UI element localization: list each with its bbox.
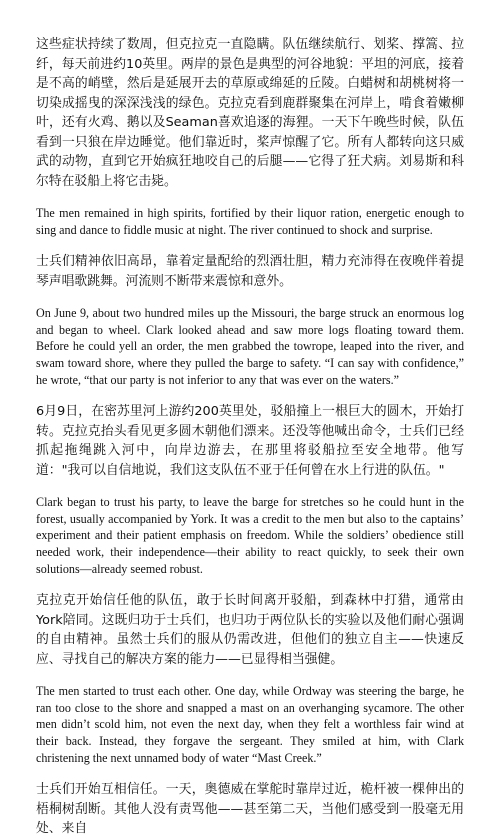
paragraph-zh-5: 士兵们开始互相信任。一天，奥德威在掌舵时靠岸过近，桅杆被一棵伸出的梧桐树刮断。其他人没有责骂他——甚至第二天，当他们感受到一股毫无用处、来自 — [36, 782, 464, 837]
paragraph-en-2: On June 9, about two hundred miles up the Missouri, the barge struck an enormous log and began to wheel. Clark looked ahead and saw more logs floating toward them. Before he could yell an order, the men grabbed the towrope, leaped into the river, and swam toward shore, where they pulled the barge to safety. “I can say with confidence,” he wrote, “that our party is not inferior to any that was ever on the waters.” — [36, 306, 464, 387]
paragraph-zh-1: 这些症状持续了数周，但克拉克一直隐瞒。队伍继续航行、划桨、撑篙、拉纤，每天前进约10英里。两岸的景色是典型的河谷地貌：平坦的河底，接着是不高的峭壁，然后是延展开去的草原或绵延的丘陵。白蜡树和胡桃树将一切染成摇曳的深深浅浅的绿色。克拉克看到鹿群聚集在河岸上，啃食着嫩柳叶，还有火鸡、鹅以及Seaman喜欢追逐的海狸。一天下午晚些时候，队伍看到一只狼在岸边睡觉。他们靠近时，桨声惊醒了它。所有人都转向这只威武的动物，直到它开始疯狂地咬自己的后腿——它得了狂犬病。刘易斯和科尔特在驳船上将它击毙。 — [36, 37, 464, 189]
paragraph-en-4: The men started to trust each other. One day, while Ordway was steering the barge, he ran too close to the shore and snapped a mast on an overhanging sycamore. The other men didn’t scold him, not even the next day, when they felt a worthless fair wind at their back. Instead, they forgave the sergeant. They smiled at him, with Clark christening the next unnamed body of water “Mast Creek.” — [36, 684, 464, 765]
paragraph-en-3: Clark began to trust his party, to leave the barge for stretches so he could hunt in the forest, usually accompanied by York. It was a credit to the men but also to the captains’ experiment and their patient emphasis on freedom. While the soldiers’ obedience still needed work, their independence—their ability to react quickly, to seek their own solutions—already seemed robust. — [36, 495, 464, 576]
paragraph-en-1: The men remained in high spirits, fortified by their liquor ration, energetic enough to sing and dance to fiddle music at night. The river continued to shock and surprise. — [36, 206, 464, 237]
paragraph-zh-2: 士兵们精神依旧高昂，靠着定量配给的烈酒壮胆，精力充沛得在夜晚伴着提琴声唱歌跳舞。河流则不断带来震惊和意外。 — [36, 254, 464, 289]
paragraph-zh-3: 6月9日，在密苏里河上游约200英里处，驳船撞上一根巨大的圆木，开始打转。克拉克抬头看见更多圆木朝他们漂来。还没等他喊出命令，士兵们已经抓起拖绳跳入河中，向岸边游去，在那里将驳船拉至安全地带。他写道："我可以自信地说，我们这支队伍不亚于任何曾在水上行进的队伍。" — [36, 404, 464, 478]
paragraph-zh-4: 克拉克开始信任他的队伍，敢于长时间离开驳船，到森林中打猎，通常由York陪同。这既归功于士兵们，也归功于两位队长的实验以及他们耐心强调的自由精神。虽然士兵们的服从仍需改进，但他们的独立自主——快速反应、寻找自己的解决方案的能力——已显得相当强健。 — [36, 593, 464, 667]
